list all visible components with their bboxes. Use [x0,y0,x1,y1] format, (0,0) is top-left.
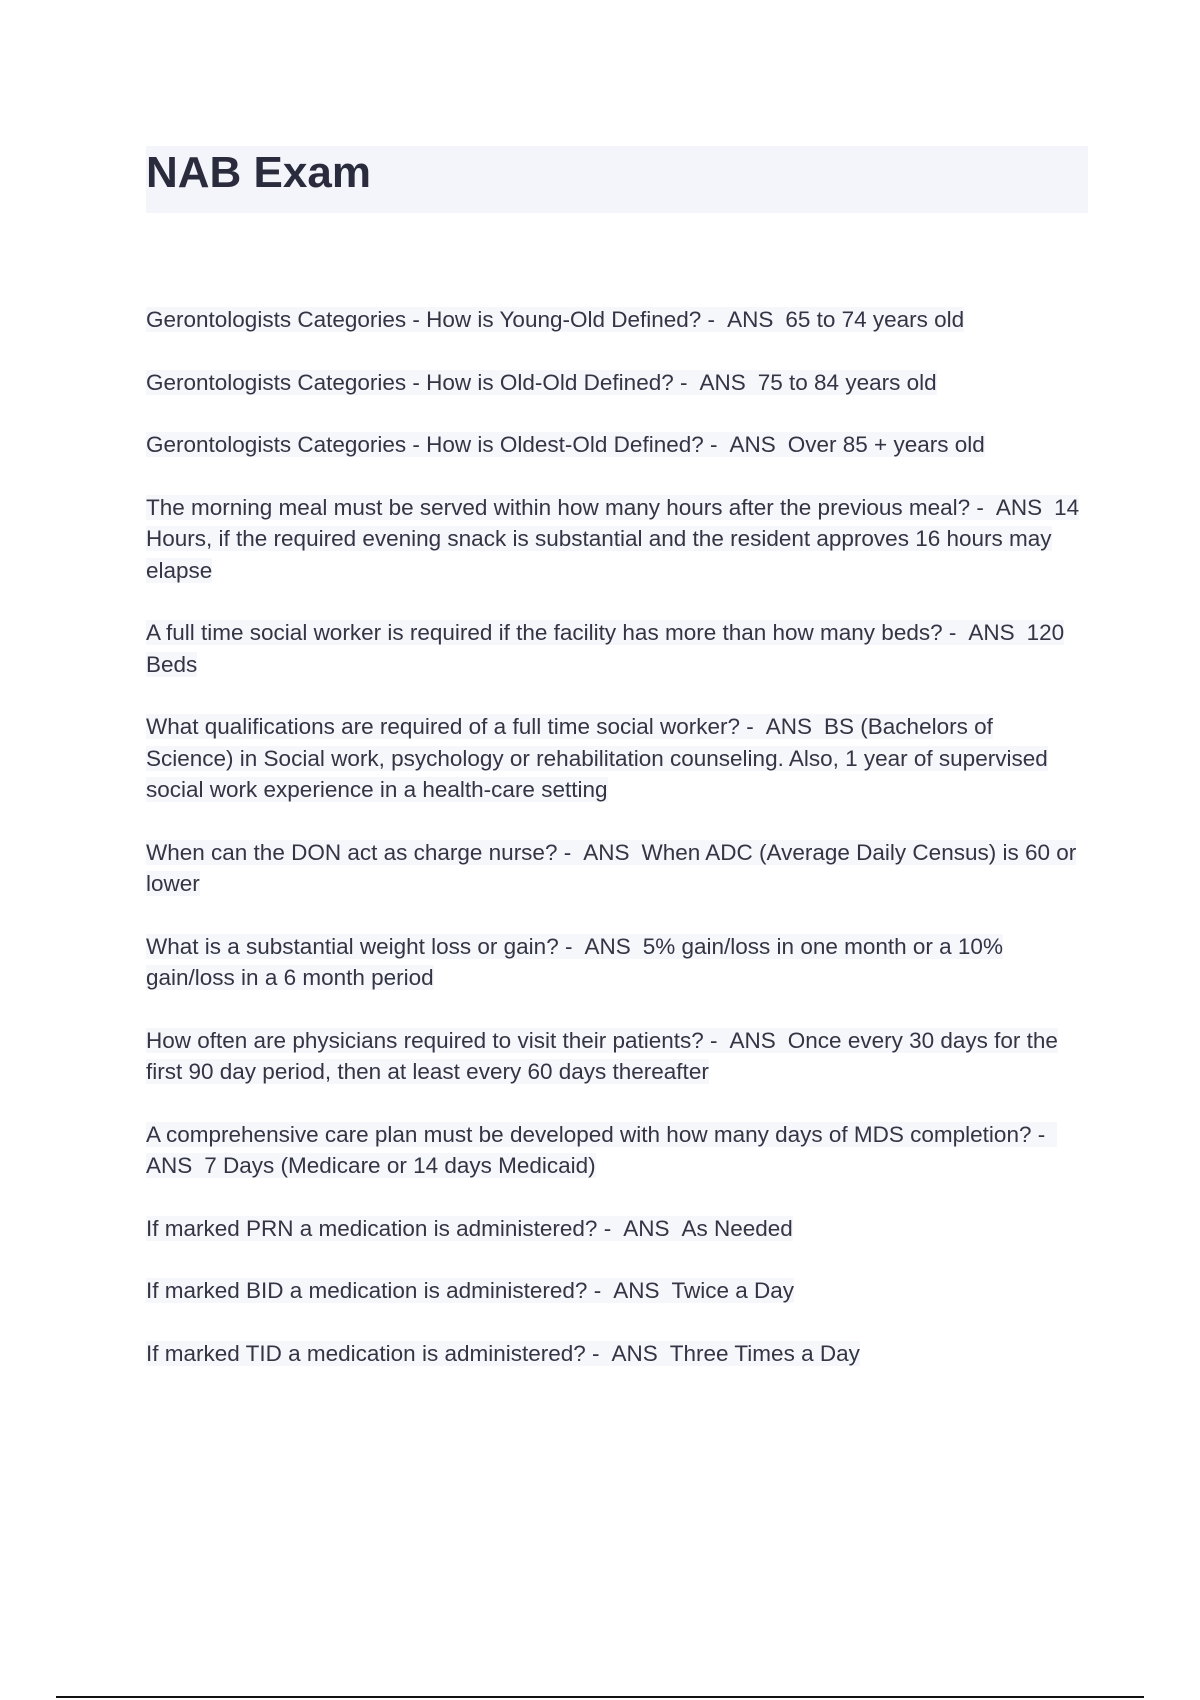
answer-text: Twice a Day [671,1278,794,1303]
ans-label: ANS [611,1340,658,1366]
ans-label: ANS [765,714,813,739]
qa-item [146,429,1086,461]
answer-text: 120 Beds [146,620,1065,677]
ans-label: ANS [146,1153,193,1178]
answer-text: Once every 30 days for the first 90 day period, then at least every 60 days thereafter [146,1027,1058,1084]
qa-item [146,367,1086,399]
ans-label: ANS [968,620,1015,645]
footer-divider [56,1696,1144,1698]
question-text: What qualifications are required of a full time social worker? - [146,714,754,739]
question-text: A full time social worker is required if the facility has more than how many beds? - [146,620,957,645]
question-text: Gerontologists Categories - How is Oldest-Old Defined? - [146,432,718,457]
question-text: Gerontologists Categories - How is Old-Old Defined? - [146,369,688,395]
ans-label: ANS [727,307,774,332]
question-text: If marked PRN a medication is administered? - [146,1215,612,1241]
answer-text: Three Times a Day [669,1340,860,1366]
qa-item [146,1213,1086,1245]
answer-text: 5% gain/loss in one month or a 10% gain/loss in a 6 month period [146,933,1003,990]
ans-label: ANS [729,432,776,457]
answer-text: BS (Bachelors of Science) in Social work, psychology or rehabilitation counseling. Also, 1 year of supervised social work experience in a health-care setting [146,714,1048,802]
ans-label: ANS [623,1215,670,1241]
answer-text: 7 Days (Medicare or 14 days Medicaid) [204,1153,596,1178]
answer-text: 75 to 84 years old [757,369,937,395]
document-title: NAB Exam [146,148,371,197]
qa-item [146,1275,1086,1307]
qa-item [146,1338,1086,1370]
ans-label: ANS [995,494,1043,520]
question-text: What is a substantial weight loss or gain? - [146,933,573,959]
qa-item [146,837,1086,900]
answer-text: When ADC (Average Daily Census) is 60 or lower [146,839,1077,896]
question-text: How often are physicians required to visit their patients? - [146,1027,718,1053]
qa-item [146,617,1086,680]
qa-item [146,304,1086,336]
ans-label: ANS [729,1027,776,1053]
answer-text: Over 85 + years old [787,432,985,457]
answer-text: As Needed [681,1215,793,1241]
ans-label: ANS [584,933,631,959]
qa-item [146,492,1086,587]
qa-item [146,931,1086,994]
question-text: Gerontologists Categories - How is Young-Old Defined? - [146,307,716,332]
question-text: If marked BID a medication is administered? - [146,1278,602,1303]
question-text: If marked TID a medication is administered? - [146,1340,600,1366]
qa-item [146,711,1086,806]
question-text: The morning meal must be served within how many hours after the previous meal? - [146,494,984,520]
ans-label: ANS [583,839,630,865]
answer-text: 65 to 74 years old [785,307,965,332]
question-text: A comprehensive care plan must be developed with how many days of MDS completion? - [146,1121,1046,1147]
qa-item [146,1119,1086,1182]
ans-label: ANS [613,1278,660,1303]
qa-item [146,1025,1086,1088]
qa-list [146,304,1086,1369]
answer-text: 14 Hours, if the required evening snack is substantial and the resident approves 16 hours may elapse [146,494,1080,583]
ans-label: ANS [699,369,746,395]
question-text: When can the DON act as charge nurse? - [146,839,572,865]
